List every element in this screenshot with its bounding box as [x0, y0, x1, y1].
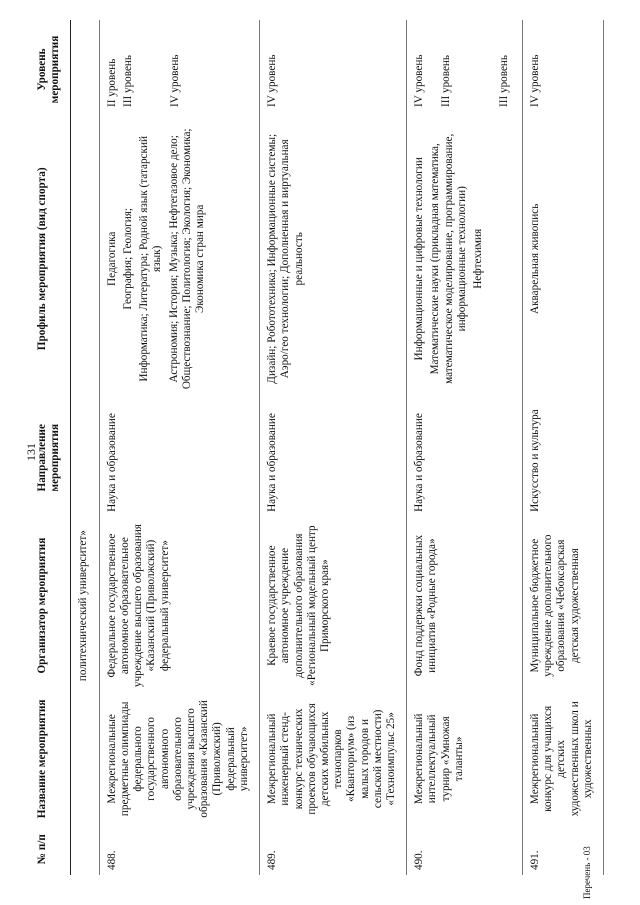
table-header-row: [32, 20, 71, 875]
events-table: [32, 20, 604, 875]
event-direction: Наука и образование: [99, 399, 259, 517]
carry-organizer: политехнический университет»: [71, 517, 99, 694]
table-row: [407, 20, 523, 875]
event-profiles: [522, 119, 603, 399]
profile-item: Информатика; Литература; Родной язык (татарский язык): [138, 136, 164, 382]
event-levels: [522, 20, 603, 119]
profile-item: География; Геология;: [121, 207, 134, 310]
carry-over-row: [71, 20, 99, 875]
event-levels: [407, 20, 523, 119]
event-organizer: Краевое государственное автономное учреждение дополнительного образования «Региональный модельный центр Приморского края»: [260, 517, 407, 694]
table-row: [260, 20, 407, 875]
profile-item: Педагогика: [105, 231, 118, 286]
header-num: № п/п: [32, 823, 71, 875]
profile-item: Математические науки (прикладная математика, математическое моделирование, программирование, информационные технологии): [429, 133, 468, 384]
level-item: IV уровень: [169, 54, 182, 107]
level-spacer: [138, 25, 166, 107]
event-levels: [260, 20, 407, 119]
level-item: II уровень: [105, 58, 118, 107]
event-organizer: Федеральное государственное автономное образовательное учреждение высшего образования «Казанский (Приволжский) федеральный университет»: [99, 517, 259, 694]
profile-item: Дизайн; Робототехника; Информационные системы; Аэро/гео технологии; Дополненная и виртуальная реальность: [266, 133, 305, 384]
row-num: 488.: [99, 823, 259, 875]
event-profiles: [407, 119, 523, 399]
event-name: Межрегиональные предметные олимпиады федерального государственного автономного образовательного учреждения высшего образования «Казанский (Приволжский) федеральный университет»: [99, 694, 259, 823]
level-item: III уровень: [121, 54, 134, 107]
page-footer: Перечень - 03: [582, 846, 592, 899]
event-profiles: [99, 119, 259, 399]
header-name: Название мероприятия: [32, 694, 71, 823]
event-name: Межрегиональный инженерный стенд-конкурс технических проектов обучающихся детских мобильных технопарков «Кванториум» (из малых городов и сельской местности) «Техноимпульс 25»: [260, 694, 407, 823]
header-organizer: Организатор мероприятия: [32, 517, 71, 694]
profile-item: Нефтехимия: [472, 228, 485, 289]
header-direction: Направление мероприятия: [32, 399, 71, 517]
event-name: Межрегиональный интеллектуальный турнир «Умножая таланты»: [407, 694, 523, 823]
row-num: 491.: [522, 823, 603, 875]
header-level: Уровень мероприятия: [32, 20, 71, 119]
event-profiles: [260, 119, 407, 399]
profile-item: Акварельная живопись: [528, 203, 541, 314]
row-num: 489.: [260, 823, 407, 875]
page-number: 131: [24, 443, 38, 461]
level-item: IV уровень: [413, 54, 426, 107]
event-name: Межрегиональный конкурс для учащихся детских художественных школ и художественных: [522, 694, 603, 823]
profile-item: Астрономия; История; Музыка; Нефтегазовое дело; Обществознание; Политология; Экология; Экономика; Экономика стран мира: [167, 128, 206, 390]
level-item: III уровень: [497, 54, 510, 107]
level-item: IV уровень: [266, 54, 279, 107]
row-num: 490.: [407, 823, 523, 875]
event-direction: Наука и образование: [407, 399, 523, 517]
event-levels: [99, 20, 259, 119]
header-profile: Профиль мероприятия (вид спорта): [32, 119, 71, 399]
table-row: [522, 20, 603, 875]
table-row: [99, 20, 259, 875]
level-item: IV уровень: [528, 54, 541, 107]
event-organizer: Фонд поддержки социальных инициатив «Родные города»: [407, 517, 523, 694]
event-organizer: Муниципальное бюджетное учреждение дополнительного образования «Чебоксарская детская художественная: [522, 517, 603, 694]
event-direction: Наука и образование: [260, 399, 407, 517]
level-item: III уровень: [440, 54, 453, 107]
profile-item: Информационные и цифровые технологии: [413, 157, 426, 361]
event-direction: Искусство и культура: [522, 399, 603, 517]
